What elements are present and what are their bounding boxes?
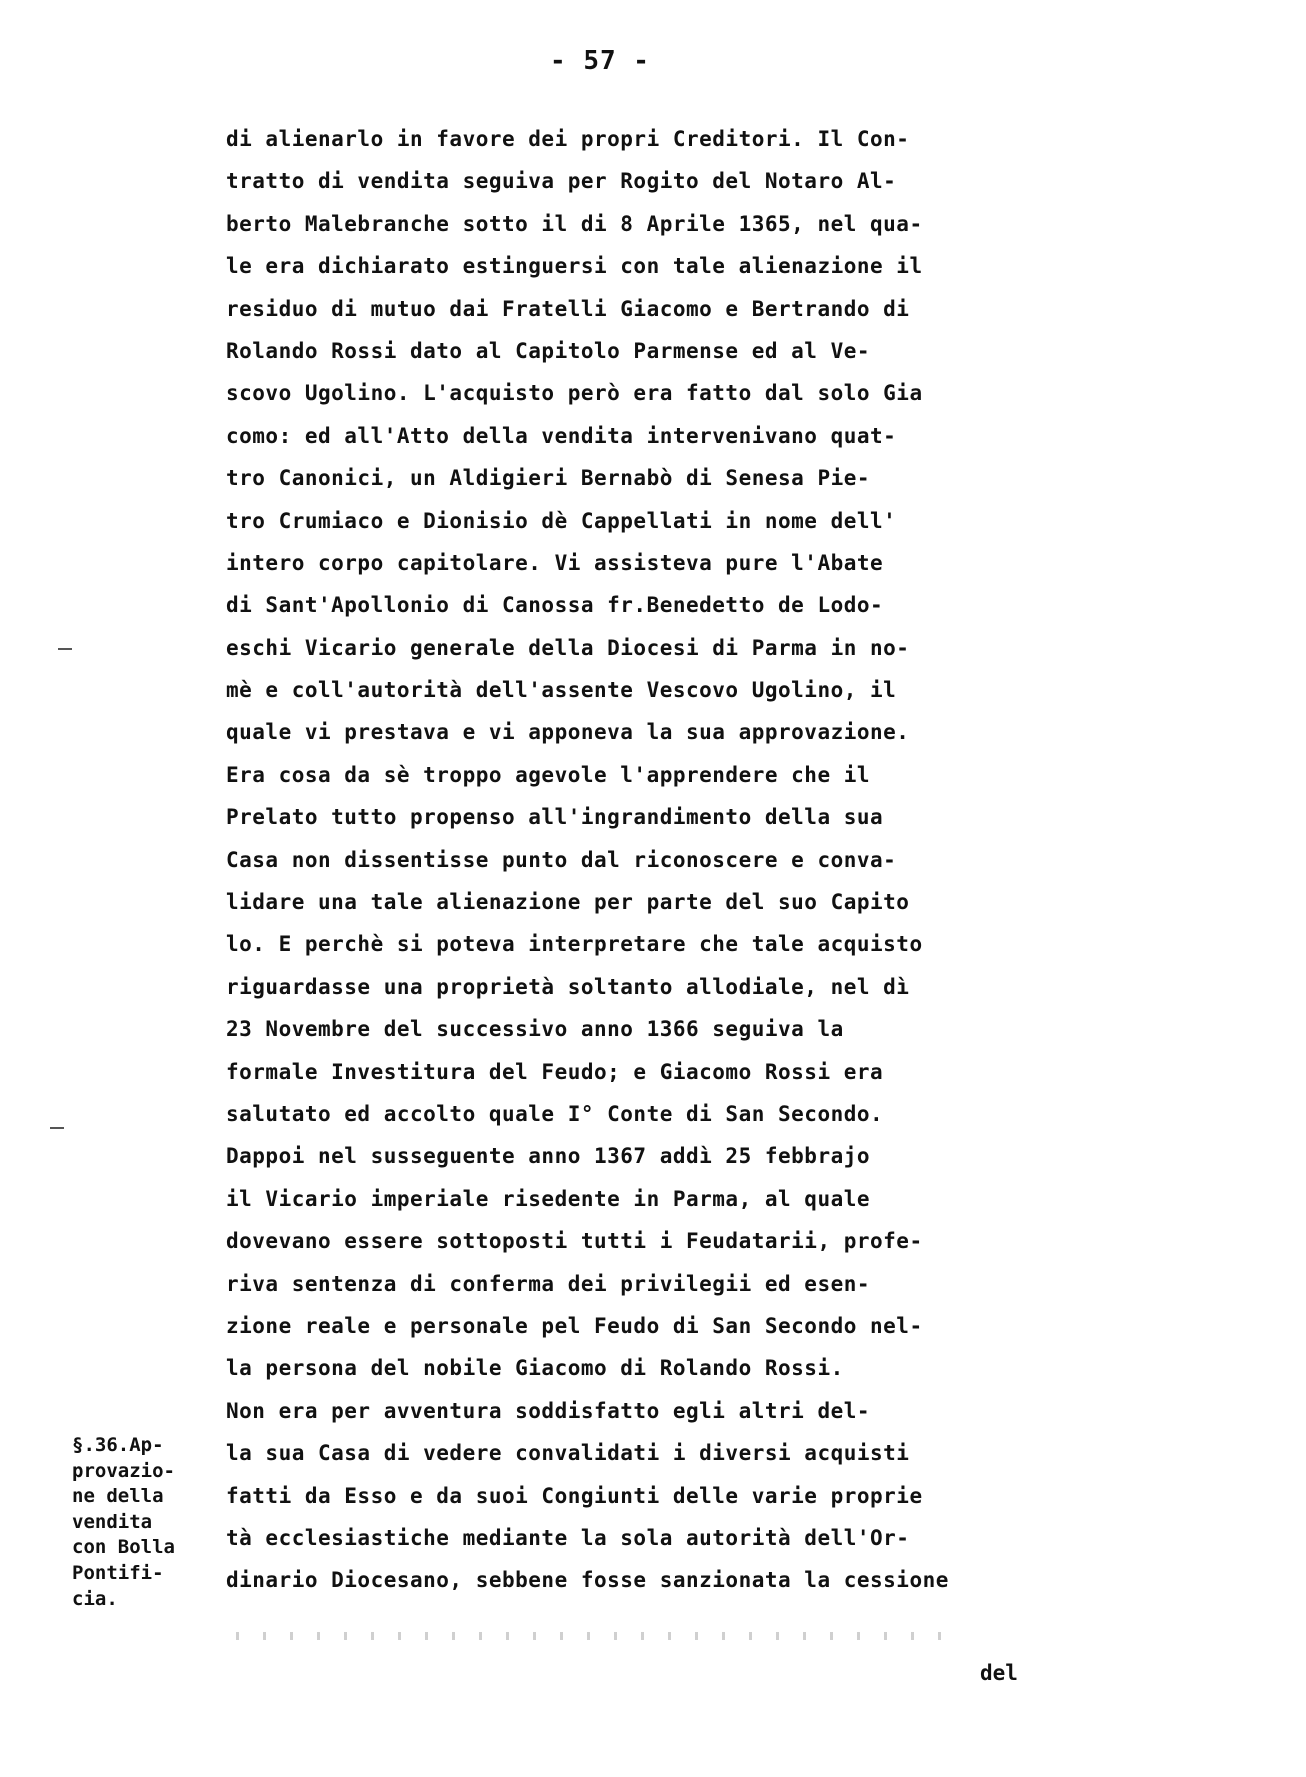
text-line: berto Malebranche sotto il di 8 Aprile 1365, nel qua-: [226, 211, 923, 236]
margin-note-line: Pontifi-: [72, 1561, 164, 1584]
text-line: la persona del nobile Giacomo di Rolando Rossi.: [226, 1356, 844, 1381]
text-line: residuo di mutuo dai Fratelli Giacomo e Bertrando di: [226, 296, 910, 321]
text-line: il Vicario imperiale risedente in Parma, al quale: [226, 1186, 871, 1211]
text-line: zione reale e personale pel Feudo di San Secondo nel-: [226, 1313, 923, 1338]
text-line: 23 Novembre del successivo anno 1366 seguiva la: [226, 1017, 844, 1042]
text-line: Dappoi nel susseguente anno 1367 addì 25 febbrajo: [226, 1144, 871, 1169]
margin-note-line: vendita: [72, 1510, 153, 1533]
scan-mark: [58, 648, 72, 650]
text-line: Non era per avventura soddisfatto egli altri del-: [226, 1398, 871, 1423]
text-line: Casa non dissentisse punto dal riconoscere e conva-: [226, 847, 897, 872]
text-line: formale Investitura del Feudo; e Giacomo Rossi era: [226, 1059, 884, 1084]
text-line: Prelato tutto propenso all'ingrandimento della sua: [226, 805, 884, 830]
text-line: dinario Diocesano, sebbene fosse sanzionata la cessione: [226, 1568, 949, 1593]
text-line: tratto di vendita seguiva per Rogito del Notaro Al-: [226, 169, 897, 194]
text-line: dovevano essere sottoposti tutti i Feudatarii, profe-: [226, 1229, 923, 1254]
margin-note-line: cia.: [72, 1587, 118, 1610]
text-line: lo. E perchè si poteva interpretare che tale acquisto: [226, 932, 923, 957]
text-line: Era cosa da sè troppo agevole l'apprendere che il: [226, 762, 871, 787]
text-line: tà ecclesiastiche mediante la sola autorità dell'Or-: [226, 1525, 910, 1550]
scan-noise: [236, 1632, 956, 1640]
margin-note-line: §.36.Ap-: [72, 1434, 164, 1456]
margin-note-line: provazio-: [72, 1459, 175, 1482]
text-line: di alienarlo in favore dei propri Creditori. Il Con-: [226, 127, 910, 151]
scan-mark: [50, 1127, 64, 1129]
text-line: la sua Casa di vedere convalidati i diversi acquisti: [226, 1441, 910, 1466]
page-number: - 57 -: [550, 46, 650, 76]
text-line: mè e coll'autorità dell'assente Vescovo Ugolino, il: [226, 678, 897, 703]
body-text: [226, 118, 1066, 1602]
catchword: del: [980, 1661, 1018, 1685]
text-line: riguardasse una proprietà soltanto allodiale, nel dì: [226, 974, 910, 999]
text-line: eschi Vicario generale della Diocesi di Parma in no-: [226, 635, 910, 660]
text-line: le era dichiarato estinguersi con tale alienazione il: [226, 254, 923, 279]
text-line: di Sant'Apollonio di Canossa fr.Benedetto de Lodo-: [226, 593, 884, 618]
text-line: lidare una tale alienazione per parte del suo Capito: [226, 890, 910, 915]
text-line: fatti da Esso e da suoi Congiunti delle varie proprie: [226, 1483, 923, 1508]
margin-note-line: con Bolla: [72, 1536, 175, 1559]
text-line: riva sentenza di conferma dei privilegii ed esen-: [226, 1271, 871, 1296]
text-line: scovo Ugolino. L'acquisto però era fatto dal solo Gia: [226, 381, 923, 406]
text-line: salutato ed accolto quale I° Conte di San Secondo.: [226, 1101, 884, 1126]
text-line: intero corpo capitolare. Vi assisteva pure l'Abate: [226, 550, 884, 575]
text-line: como: ed all'Atto della vendita intervenivano quat-: [226, 423, 897, 448]
margin-note-line: ne della: [72, 1485, 164, 1508]
text-line: Rolando Rossi dato al Capitolo Parmense ed al Ve-: [226, 338, 871, 363]
text-line: tro Canonici, un Aldigieri Bernabò di Senesa Pie-: [226, 466, 871, 491]
text-line: quale vi prestava e vi apponeva la sua approvazione.: [226, 720, 910, 745]
margin-note: [72, 1433, 212, 1612]
text-line: tro Crumiaco e Dionisio dè Cappellati in nome dell': [226, 508, 897, 533]
